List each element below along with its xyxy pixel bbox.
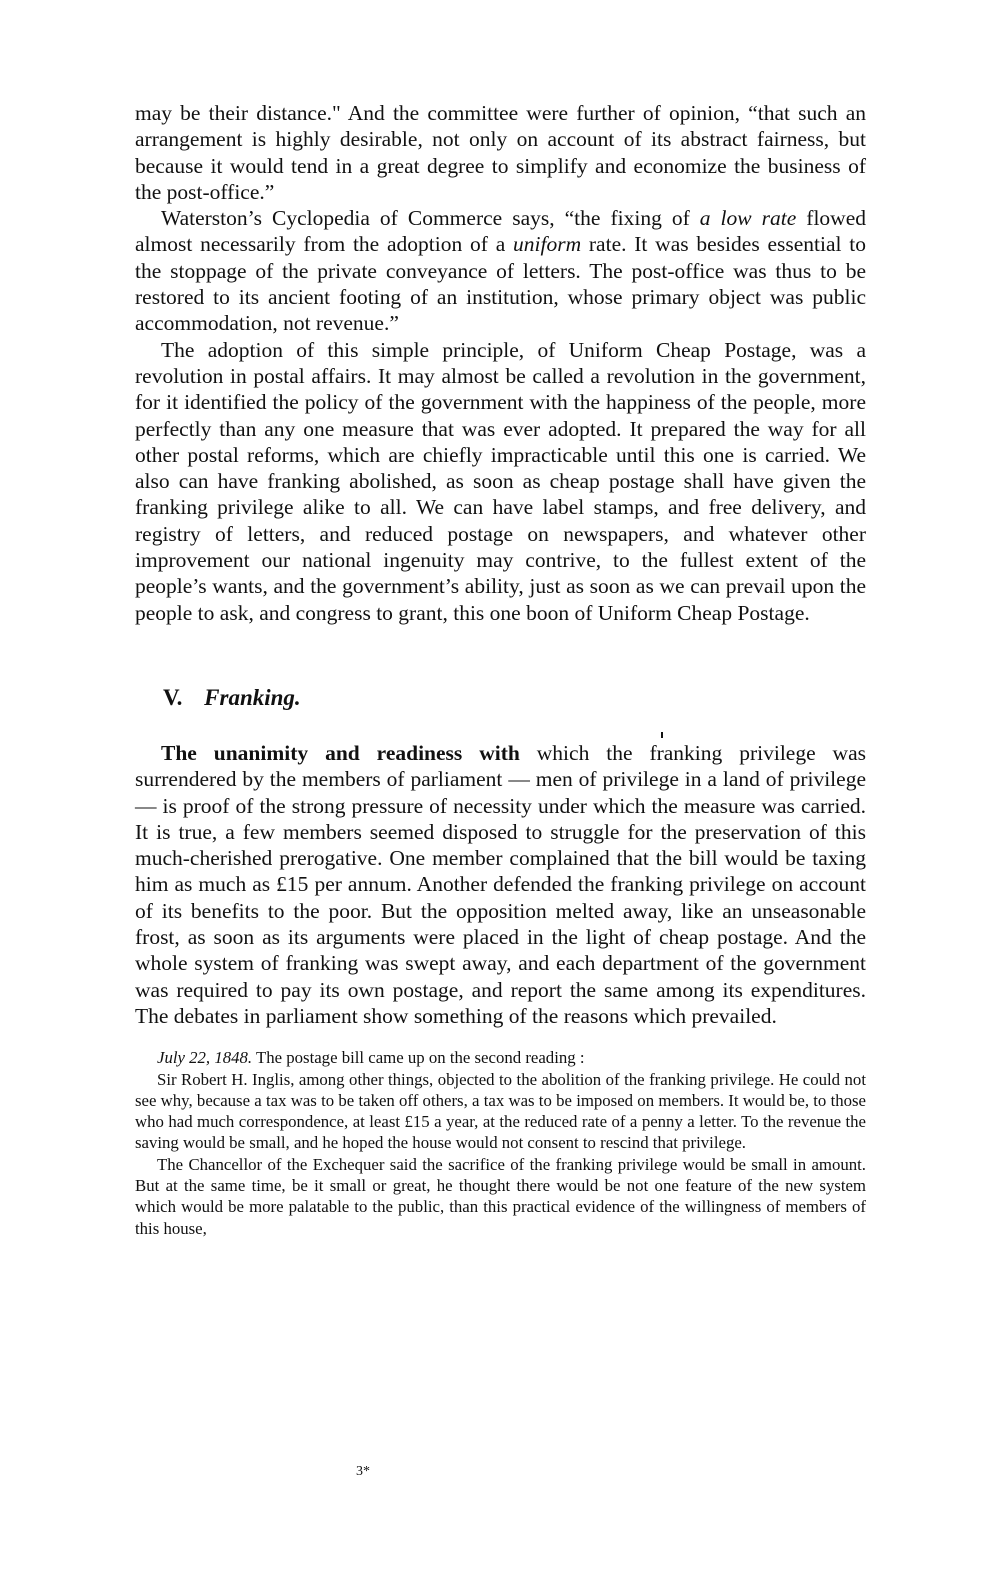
franking-text-block xyxy=(135,740,866,1029)
text-run: rate. It was besides essential to the stoppage of the private conveyance of letters. The post-office was thus to be restored to its ancient footing of an institution, whose primary object was public accommodation, not revenue.” xyxy=(135,232,866,336)
paragraph-lead: The unanimity and readiness with xyxy=(161,740,520,765)
text-run: Waterston’s Cyclopedia of Commerce says, “the fixing of xyxy=(161,206,700,231)
book-page xyxy=(135,100,866,1239)
print-mark xyxy=(661,732,663,738)
extract-paragraph-inglis: Sir Robert H. Inglis, among other things, objected to the abolition of the franking privilege. He could not see why, because a tax was to be taken off others, a tax was to be imposed on members. It would be, to those who had much correspondence, at least £15 a year, at the reduced rate of a penny a letter. To the revenue the saving would be small, and he hoped the house would not consent to rescind that privilege. xyxy=(135,1069,866,1153)
text-run: which the franking privilege was surrendered by the members of parliament — men of privilege in a land of privilege — is proof of the strong pressure of necessity under which the measure was carried. It is true, a few members seemed disposed to struggle for the preservation of this much-cherished prerogative. One member complained that the bill would be taxing him as much as £15 per annum. Another defended the franking privilege on account of its benefits to the poor. But the opposition melted away, like an unseasonable frost, as soon as its arguments were placed in the light of cheap postage. And the whole system of franking was swept away, and each department of the government was required to pay its own postage, and report the same among its expenditures. The debates in parliament show something of the reasons which prevailed. xyxy=(135,740,866,1028)
paragraph-waterston-quote xyxy=(135,205,866,336)
extract-paragraph-chancellor: The Chancellor of the Exchequer said the sacrifice of the franking privilege would be small in amount. But at the same time, be it small or great, he thought there would be not one feature of the new system which would be more palatable to the public, than this practical evidence of the willingness of members of this house, xyxy=(135,1154,866,1238)
paragraph-franking xyxy=(135,740,866,1029)
paragraph-uniform-cheap-postage: The adoption of this simple principle, of Uniform Cheap Postage, was a revolution in postal affairs. It may almost be called a revolution in the government, for it identified the policy of the government with the happiness of the people, more perfectly than any one measure that was ever adopted. It prepared the way for all other postal reforms, which are chiefly impracticable until this one is carried. We also can have franking abolished, as soon as cheap postage shall have given the franking privilege alike to all. We can have label stamps, and free delivery, and registry of letters, and reduced postage on newspapers, and whatever other improvement our national ingenuity may contrive, to the fullest extent of the people’s wants, and the government’s ability, just as soon as we can prevail upon the people to ask, and congress to grant, this one boon of Uniform Cheap Postage. xyxy=(135,337,866,625)
emphasis-low-rate: a low rate xyxy=(699,206,797,231)
text-run: flowed almost necessarily from the adoption of a xyxy=(135,206,867,257)
section-number: V. xyxy=(163,684,183,710)
extract-date-line xyxy=(135,1047,866,1068)
parliament-extract xyxy=(135,1047,866,1239)
paragraph-committee-opinion: may be their distance." And the committee were further of opinion, “that such an arrangement is highly desirable, not only on account of its abstract fairness, but because it would tend in a great degree to simplify and economize the business of the post-office.” xyxy=(135,101,866,204)
extract-date: July 22, 1848. xyxy=(157,1048,253,1068)
section-title: Franking. xyxy=(204,684,301,710)
section-heading xyxy=(163,684,866,712)
main-text-block xyxy=(135,100,866,626)
emphasis-uniform: uniform xyxy=(513,232,582,257)
signature-mark: 3* xyxy=(356,1464,370,1479)
text-run: The postage bill came up on the second reading : xyxy=(252,1048,585,1068)
